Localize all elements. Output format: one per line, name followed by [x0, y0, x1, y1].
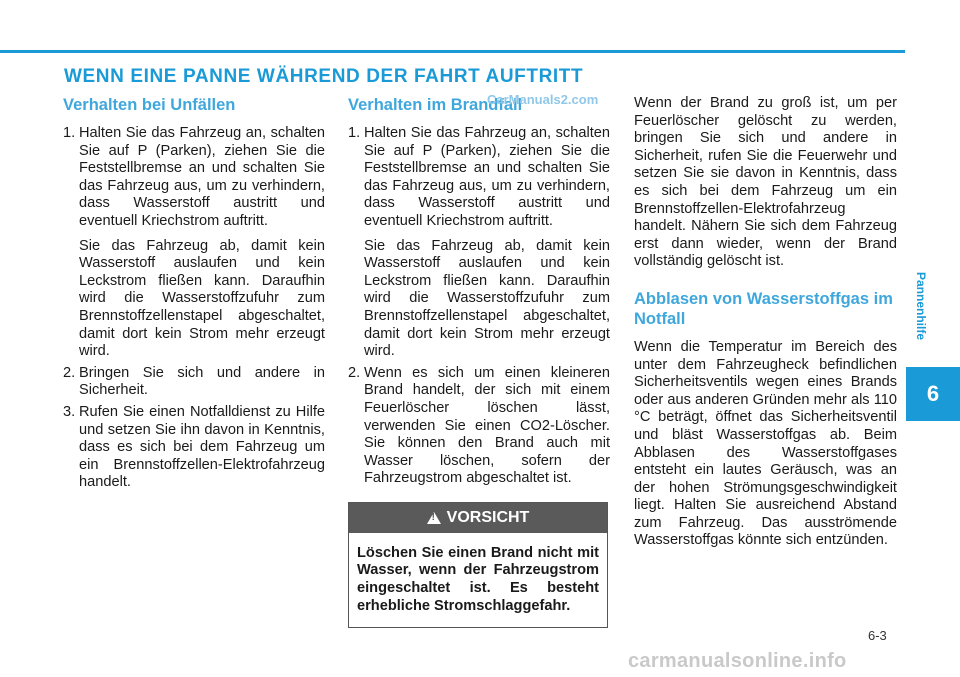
list-subtext: Sie das Fahrzeug ab, damit kein Wasserstoff auslaufen und kein Leckstrom fließen kann. Daraufhin wird die Wasserstoffzufuhr zum Brennstoffzellenstapel abgeschaltet, damit dort kein Strom mehr erzeugt wird. [364, 237, 610, 360]
list-item [63, 365, 325, 400]
list-text: Halten Sie das Fahrzeug an, schalten Sie auf P (Parken), ziehen Sie die Feststellbremse an und schalten Sie das Fahrzeug aus, um zu verhindern, dass Wasserstoff austritt und eventuell Kriechstrom auftritt. [79, 125, 325, 229]
column-hydrogen [634, 95, 897, 550]
fire-steps [348, 125, 610, 488]
warning-triangle-icon [427, 512, 441, 524]
accident-steps [63, 125, 325, 492]
column-accidents [63, 95, 325, 496]
warning-text: Löschen Sie einen Brand nicht mit Wasser, wenn der Fahrzeugstrom eingeschaltet ist. Es besteht erhebliche Stromschlaggefahr. [357, 544, 599, 614]
list-text: Bringen Sie sich und andere in Sicherheit. [79, 364, 325, 399]
chapter-tab: 6 [906, 367, 960, 421]
list-item [348, 125, 610, 361]
column-fire [348, 95, 610, 628]
list-text: Halten Sie das Fahrzeug an, schalten Sie auf P (Parken), ziehen Sie die Feststellbremse an und schalten Sie das Fahrzeug aus, um zu verhindern, dass Wasserstoff austritt und eventuell Kriechstrom auftritt. [364, 125, 610, 229]
page-number: 6-3 [868, 628, 887, 643]
list-number: 3. [63, 403, 76, 420]
section-heading-accidents: Verhalten bei Unfällen [63, 96, 236, 114]
chapter-name: Pannenhilfe [914, 272, 928, 341]
list-number: 2. [63, 364, 76, 381]
warning-box [348, 502, 608, 628]
list-number: 1. [348, 125, 361, 141]
list-item [348, 365, 610, 488]
list-item [63, 125, 325, 361]
page-title: WENN EINE PANNE WÄHREND DER FAHRT AUFTRITT [64, 66, 584, 87]
watermark-top: CarManuals2.com [487, 92, 599, 107]
watermark-bottom: carmanualsonline.info [628, 650, 847, 672]
list-number: 2. [348, 364, 361, 381]
list-item [63, 404, 325, 492]
list-text: Wenn es sich um einen kleineren Brand handelt, der sich mit einem Feuerlöscher löschen lässt, verwenden Sie einen CO2-Löscher. Sie können den Brand auch mit Wasser löschen, sofern der Fahrzeugstrom abgeschaltet ist. [364, 364, 610, 487]
list-subtext: Sie das Fahrzeug ab, damit kein Wasserstoff auslaufen und kein Leckstrom fließen kann. Daraufhin wird die Wasserstoffzufuhr zum Brennstoffzellenstapel abgeschaltet, damit dort kein Strom mehr erzeugt wird. [79, 237, 325, 360]
section-heading-fire: Verhalten im Brandfall [348, 96, 523, 114]
list-text: Rufen Sie einen Notfalldienst zu Hilfe und setzen Sie ihn davon in Kenntnis, dass es sich bei dem Fahrzeug um ein Brennstoffzellen-Elektrofahrzeug handelt. [79, 403, 325, 491]
paragraph-large-fire: Wenn der Brand zu groß ist, um per Feuerlöscher gelöscht zu werden, bringen Sie sich und andere in Sicherheit, rufen Sie die Feuerwehr und setzen Sie sie davon in Kenntnis, dass es sich bei dem Fahrzeug um ein Brennstoffzellen-Elektrofahrzeug handelt. Nähern Sie sich dem Fahrzeug erst dann wieder, wenn der Brand vollständig gelöscht ist. [634, 95, 897, 270]
section-heading-hydrogen: Abblasen von Wasserstoffgas im Notfall [634, 289, 893, 328]
header-rule [0, 50, 905, 53]
warning-label: VORSICHT [446, 509, 530, 527]
chapter-side-label [906, 270, 960, 340]
list-number: 1. [63, 125, 76, 141]
paragraph-hydrogen: Wenn die Temperatur im Bereich des unter dem Fahrzeugheck befindlichen Sicherheitsventils wegen eines Brands oder aus anderen Gründen mehr als 110 °C beträgt, öffnet das Sicherheitsventil und bläst Wasserstoffgas ab. Beim Abblasen des Wasserstoffgases entsteht ein lautes Geräusch, was an der hohen Strömungsgeschwindigkeit liegt. Halten Sie ausreichend Abstand zum Fahrzeug. Das ausströmende Wasserstoffgas könnte sich entzünden. [634, 338, 897, 549]
warning-header [349, 503, 607, 533]
